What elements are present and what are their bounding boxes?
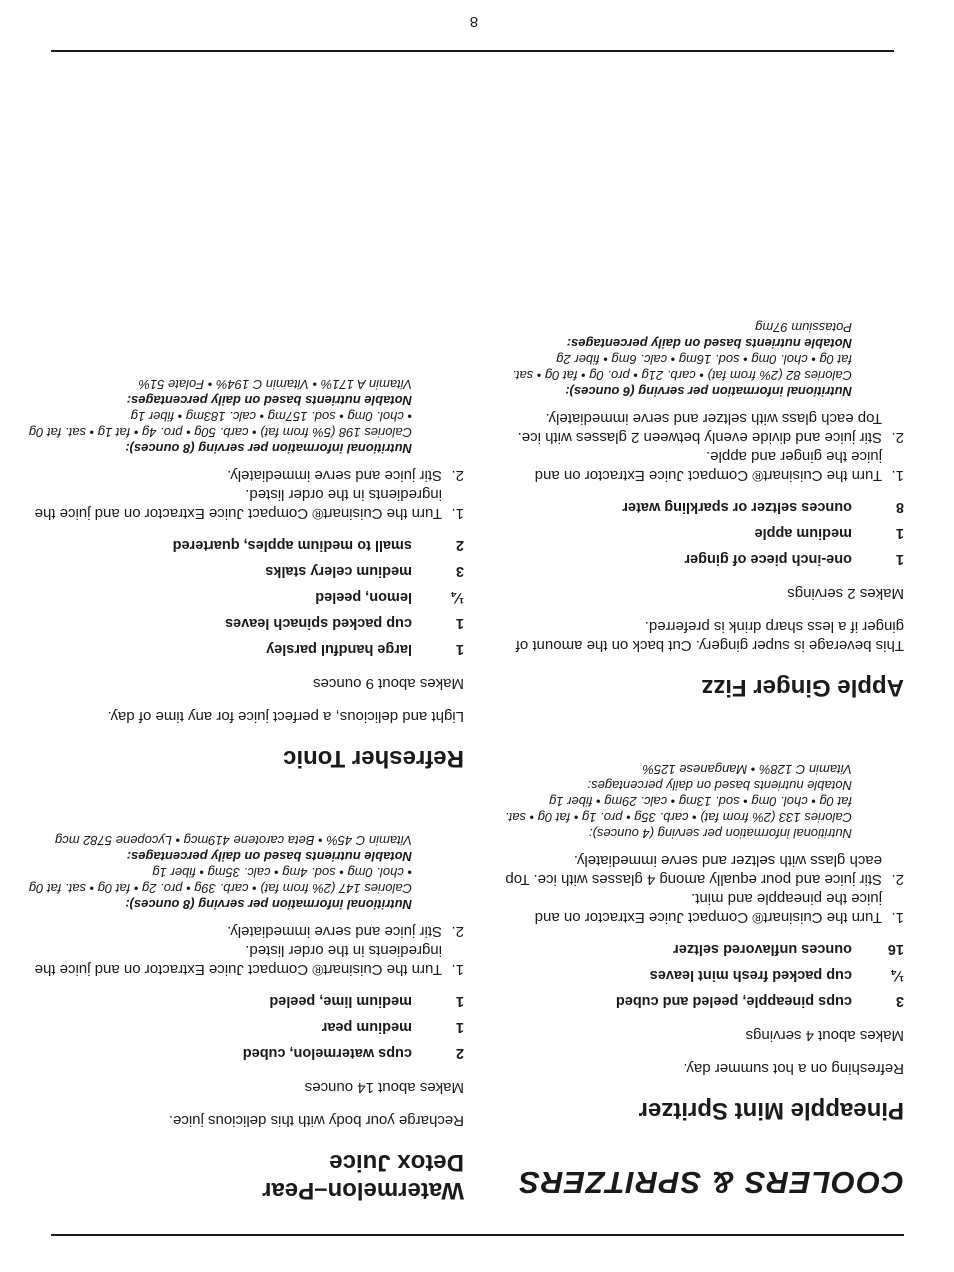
recipe-title [24,1148,464,1204]
recipe-yield: Makes about 9 ounces [313,675,464,692]
recipe-yield: Makes 2 servings [787,585,904,602]
ingredient-qty: 1 [895,525,904,541]
ingredient-row [504,965,904,984]
ingredient-item: cups watermelon, cubed [242,1045,412,1061]
recipe-watermelon-pear-detox-juice [24,832,464,1204]
step-2: 2. Stir juice and pour equally among 4 glasses with ice. Top each glass with seltzer and serve immediately. [505,852,904,888]
step-1: 1. Turn the Cuisinart® Compact Juice Extractor on and juice the ingredients in the order listed. [24,485,464,523]
step-text: Turn the Cuisinart® Compact Juice Extractor on and juice the ginger and apple. [534,448,882,484]
ingredient-row [24,1017,464,1036]
nutrition-heading: Nutritional information per serving (4 ounces): [588,826,852,841]
left-column [504,259,904,1236]
ingredient-row [24,535,464,554]
ingredient-qty: 2 [455,537,464,553]
ingredient-row [24,561,464,580]
bottom-rule [51,50,894,52]
step-text: Stir juice and serve immediately. [227,923,442,940]
ingredient-qty: ¼ [891,967,904,983]
recipe-intro: Refreshing on a hot summer day. [683,1060,904,1077]
recipe-intro: Light and delicious, a perfect juice for any time of day. [107,708,464,725]
step-2: 2. Stir juice and serve immediately. [227,923,464,940]
recipe-apple-ginger-fizz [504,319,904,701]
ingredient-row [504,991,904,1010]
ingredient-row [24,587,464,606]
recipe-title-line-1: Watermelon–Pear [262,1177,464,1204]
ingredient-row [504,939,904,958]
step-text: Stir juice and serve immediately. [227,467,442,484]
ingredient-qty: 1 [455,641,464,657]
nutrition-body: Calories 198 (5% from fat) • carb. 50g • pro. 4g • fat 1g • sat. fat 0g • chol. 0mg • sod. 157mg • calc. 183mg • fiber 1g [28,409,412,440]
step-1: 1. Turn the Cuisinart® Compact Juice Extractor on and juice the pineapple and mint. [504,889,904,927]
ingredient-item: ounces seltzer or sparkling water [622,499,852,515]
ingredient-qty: 1 [455,615,464,631]
recipe-title: Apple Ginger Fizz [701,674,904,701]
ingredient-row [504,523,904,542]
ingredient-item: medium lime, peeled [269,993,412,1009]
step-text: Stir juice and divide evenly between 2 glasses with ice. Top each glass with seltzer and serve immediately. [517,410,882,446]
steps-list [24,922,464,979]
ingredient-item: large handful parsley [266,641,412,657]
ingredient-item: small to medium apples, quartered [172,537,412,553]
ingredient-row [24,1043,464,1062]
nutrition-heading: Nutritional information per serving (6 ounces): [565,384,852,399]
nutrition-info [504,319,904,399]
recipe-yield: Makes about 14 ounces [304,1079,464,1096]
step-text: Stir juice and pour equally among 4 glasses with ice. Top each glass with seltzer and serve immediately. [505,852,882,888]
steps-list [24,466,464,523]
ingredient-qty: ¼ [451,589,464,605]
ingredient-item: lemon, peeled [315,589,412,605]
step-text: Turn the Cuisinart® Compact Juice Extractor on and juice the pineapple and mint. [534,890,882,926]
recipe-refresher-tonic [24,376,464,772]
ingredient-item: medium pear [321,1019,412,1035]
ingredient-item: cup packed fresh mint leaves [649,967,852,983]
ingredient-row [504,549,904,568]
ingredient-row [24,613,464,632]
steps-list [504,851,904,927]
ingredient-qty: 16 [887,941,904,957]
recipe-pineapple-mint-spritzer [504,761,904,1124]
notable-body: Vitamin C 45% • Beta carotene 419mcg • Lycopene 5782 mcg [55,833,412,848]
notable-heading: Notable nutrients based on daily percentages: [126,393,412,408]
nutrition-info [24,376,464,456]
ingredient-item: cups pineapple, peeled and cubed [615,993,852,1009]
notable-body: Potassium 97mg [755,320,852,335]
page-number: 8 [469,13,479,30]
ingredient-qty: 1 [455,993,464,1009]
nutrition-body: Calories 147 (2% from fat) • carb. 39g • pro. 2g • fat 0g • sat. fat 0g • chol. 0mg • sod. 4mg • calc. 35mg • fiber 1g [28,865,412,896]
recipe-intro: This beverage is super gingery. Cut back on the amount of ginger if a less sharp drink is preferred. [515,618,904,654]
notable-body: Vitamin C 128% • Manganese 125% [642,762,852,777]
notable-heading: Notable nutrients based on daily percentages: [126,849,412,864]
recipe-title-line-2: Detox Juice [329,1149,464,1176]
ingredient-item: one-inch piece of ginger [684,551,852,567]
ingredient-qty: 8 [895,499,904,515]
ingredient-qty: 2 [455,1045,464,1061]
step-text: Turn the Cuisinart® Compact Juice Extractor on and juice the ingredients in the order listed. [34,486,442,522]
recipe-title: Refresher Tonic [283,745,464,772]
ingredient-row [24,639,464,658]
ingredient-item: cup packed spinach leaves [225,615,412,631]
step-2: 2. Stir juice and serve immediately. [227,467,464,484]
ingredient-qty: 1 [455,1019,464,1035]
step-1: 1. Turn the Cuisinart® Compact Juice Extractor on and juice the ingredients in the order listed. [24,941,464,979]
nutrition-heading: Nutritional information per serving (8 ounces): [125,897,412,912]
nutrition-heading: Nutritional information per serving (8 ounces): [125,441,412,456]
nutrition-body: Calories 133 (2% from fat) • carb. 35g • pro. 1g • fat 0g • sat. fat 0g • chol. 0mg • sod. 13mg • calc. 29mg • fiber 1g [505,794,852,825]
step-2: 2. Stir juice and divide evenly between 2 glasses with ice. Top each glass with seltzer and serve immediately. [504,409,904,447]
notable-heading: Notable nutrients based on daily percentages: [566,336,852,351]
steps-list [504,409,904,485]
ingredient-row [24,991,464,1010]
ingredient-item: medium celery stalks [265,563,412,579]
section-title: COOLERS & SPRITZERS [518,1165,904,1200]
ingredient-qty: 1 [895,551,904,567]
step-text: Turn the Cuisinart® Compact Juice Extractor on and juice the ingredients in the order listed. [34,942,442,978]
notable-body: Vitamin A 171% • Vitamin C 194% • Folate 51% [138,377,412,392]
recipe-yield: Makes about 4 servings [745,1027,904,1044]
nutrition-body: Calories 82 (2% from fat) • carb. 21g • pro. 0g • fat 0g • sat. fat 0g • chol. 0mg • sod. 16mg • calc. 6mg • fiber 2g [512,352,852,383]
step-1: 1. Turn the Cuisinart® Compact Juice Extractor on and juice the ginger and apple. [504,447,904,485]
notable-heading: Notable nutrients based on daily percentages: [587,778,852,793]
recipe-intro: Recharge your body with this delicious juice. [168,1112,464,1129]
nutrition-info [24,832,464,912]
ingredient-qty: 3 [455,563,464,579]
ingredient-item: medium apple [754,525,852,541]
ingredient-qty: 3 [895,993,904,1009]
right-column [24,316,464,1204]
ingredient-row [504,497,904,516]
recipe-title: Pineapple Mint Spritzer [638,1097,904,1124]
nutrition-info [504,761,904,841]
ingredient-item: ounces unflavored seltzer [673,941,852,957]
